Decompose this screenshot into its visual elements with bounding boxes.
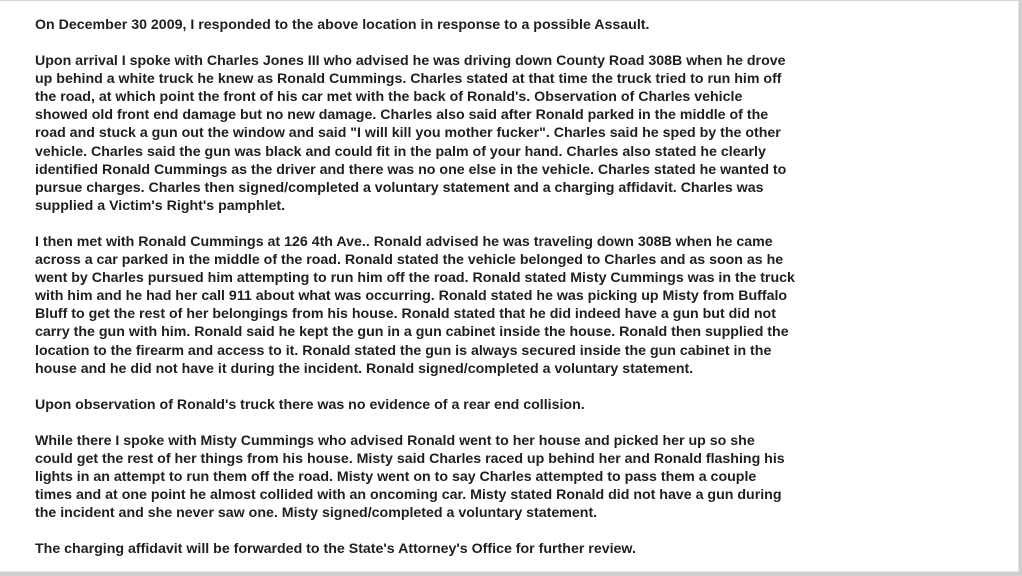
text-line: While there I spoke with Misty Cummings who advised Ronald went to her house and picked her up so she — [35, 432, 755, 449]
text-line: vehicle. Charles said the gun was black and could fit in the palm of your hand. Charles also stated he clearly — [35, 143, 766, 160]
report-narrative — [35, 16, 995, 558]
text-line: Upon observation of Ronald's truck there was no evidence of a rear end collision. — [35, 396, 585, 413]
text-line: The charging affidavit will be forwarded to the State's Attorney's Office for further review. — [35, 541, 636, 558]
text-line: On December 30 2009, I responded to the above location in response to a possible Assault. — [35, 17, 650, 33]
text-line: with him and he had her call 911 about what was occurring. Ronald stated he was picking up Misty from Buffalo — [35, 288, 788, 305]
text-line: Upon arrival I spoke with Charles Jones III who advised he was driving down County Road 308B when he drove — [35, 53, 786, 70]
text-line: identified Ronald Cummings as the driver and there was no one else in the vehicle. Charles stated he wanted to — [35, 161, 787, 178]
paragraph-closing — [35, 540, 995, 558]
paragraph-ronald-statement — [35, 233, 995, 378]
text-line: road and stuck a gun out the window and said "I will kill you mother fucker". Charles said he sped by the other — [35, 125, 781, 142]
text-line: the incident and she never saw one. Misty signed/completed a voluntary statement. — [35, 505, 598, 522]
text-line: across a car parked in the middle of the road. Ronald stated the vehicle belonged to Charles and as soon as he — [35, 252, 784, 269]
text-line: up behind a white truck he knew as Ronald Cummings. Charles stated at that time the truck tried to run him off — [35, 71, 782, 88]
paragraph-misty-statement — [35, 432, 995, 522]
text-line: supplied a Victim's Right's pamphlet. — [35, 197, 286, 214]
paragraph-intro — [35, 16, 995, 34]
text-line: Bluff to get the rest of her belongings from his house. Ronald stated that he did indeed have a gun but did not — [35, 306, 776, 323]
text-line: pursue charges. Charles then signed/completed a voluntary statement and a charging affidavit. Charles was — [35, 179, 764, 196]
text-line: house and he did not have it during the incident. Ronald signed/completed a voluntary statement. — [35, 360, 694, 377]
text-line: could get the rest of her things from his house. Misty said Charles raced up behind her and Ronald flashing his — [35, 450, 785, 467]
text-line: went by Charles pursued him attempting to run him off the road. Ronald stated Misty Cummings was in the truck — [35, 270, 795, 287]
paragraph-charles-statement — [35, 52, 995, 215]
text-line: lights in an attempt to run them off the road. Misty went on to say Charles attempted to pass them a couple — [35, 468, 757, 485]
text-line: the road, at which point the front of his car met with the back of Ronald's. Observation of Charles vehicle — [35, 89, 743, 106]
text-line: showed old front end damage but no new damage. Charles also said after Ronald parked in the middle of the — [35, 107, 769, 124]
text-line: location to the firearm and access to it. Ronald stated the gun is always secured inside the gun cabinet in the — [35, 342, 772, 359]
text-line: times and at one point he almost collided with an oncoming car. Misty stated Ronald did not have a gun during — [35, 487, 782, 504]
text-line: carry the gun with him. Ronald said he kept the gun in a gun cabinet inside the house. Ronald then supplied the — [35, 324, 789, 341]
text-line: I then met with Ronald Cummings at 126 4th Ave.. Ronald advised he was traveling down 308B when he came — [35, 233, 773, 250]
paragraph-truck-observation — [35, 396, 995, 414]
